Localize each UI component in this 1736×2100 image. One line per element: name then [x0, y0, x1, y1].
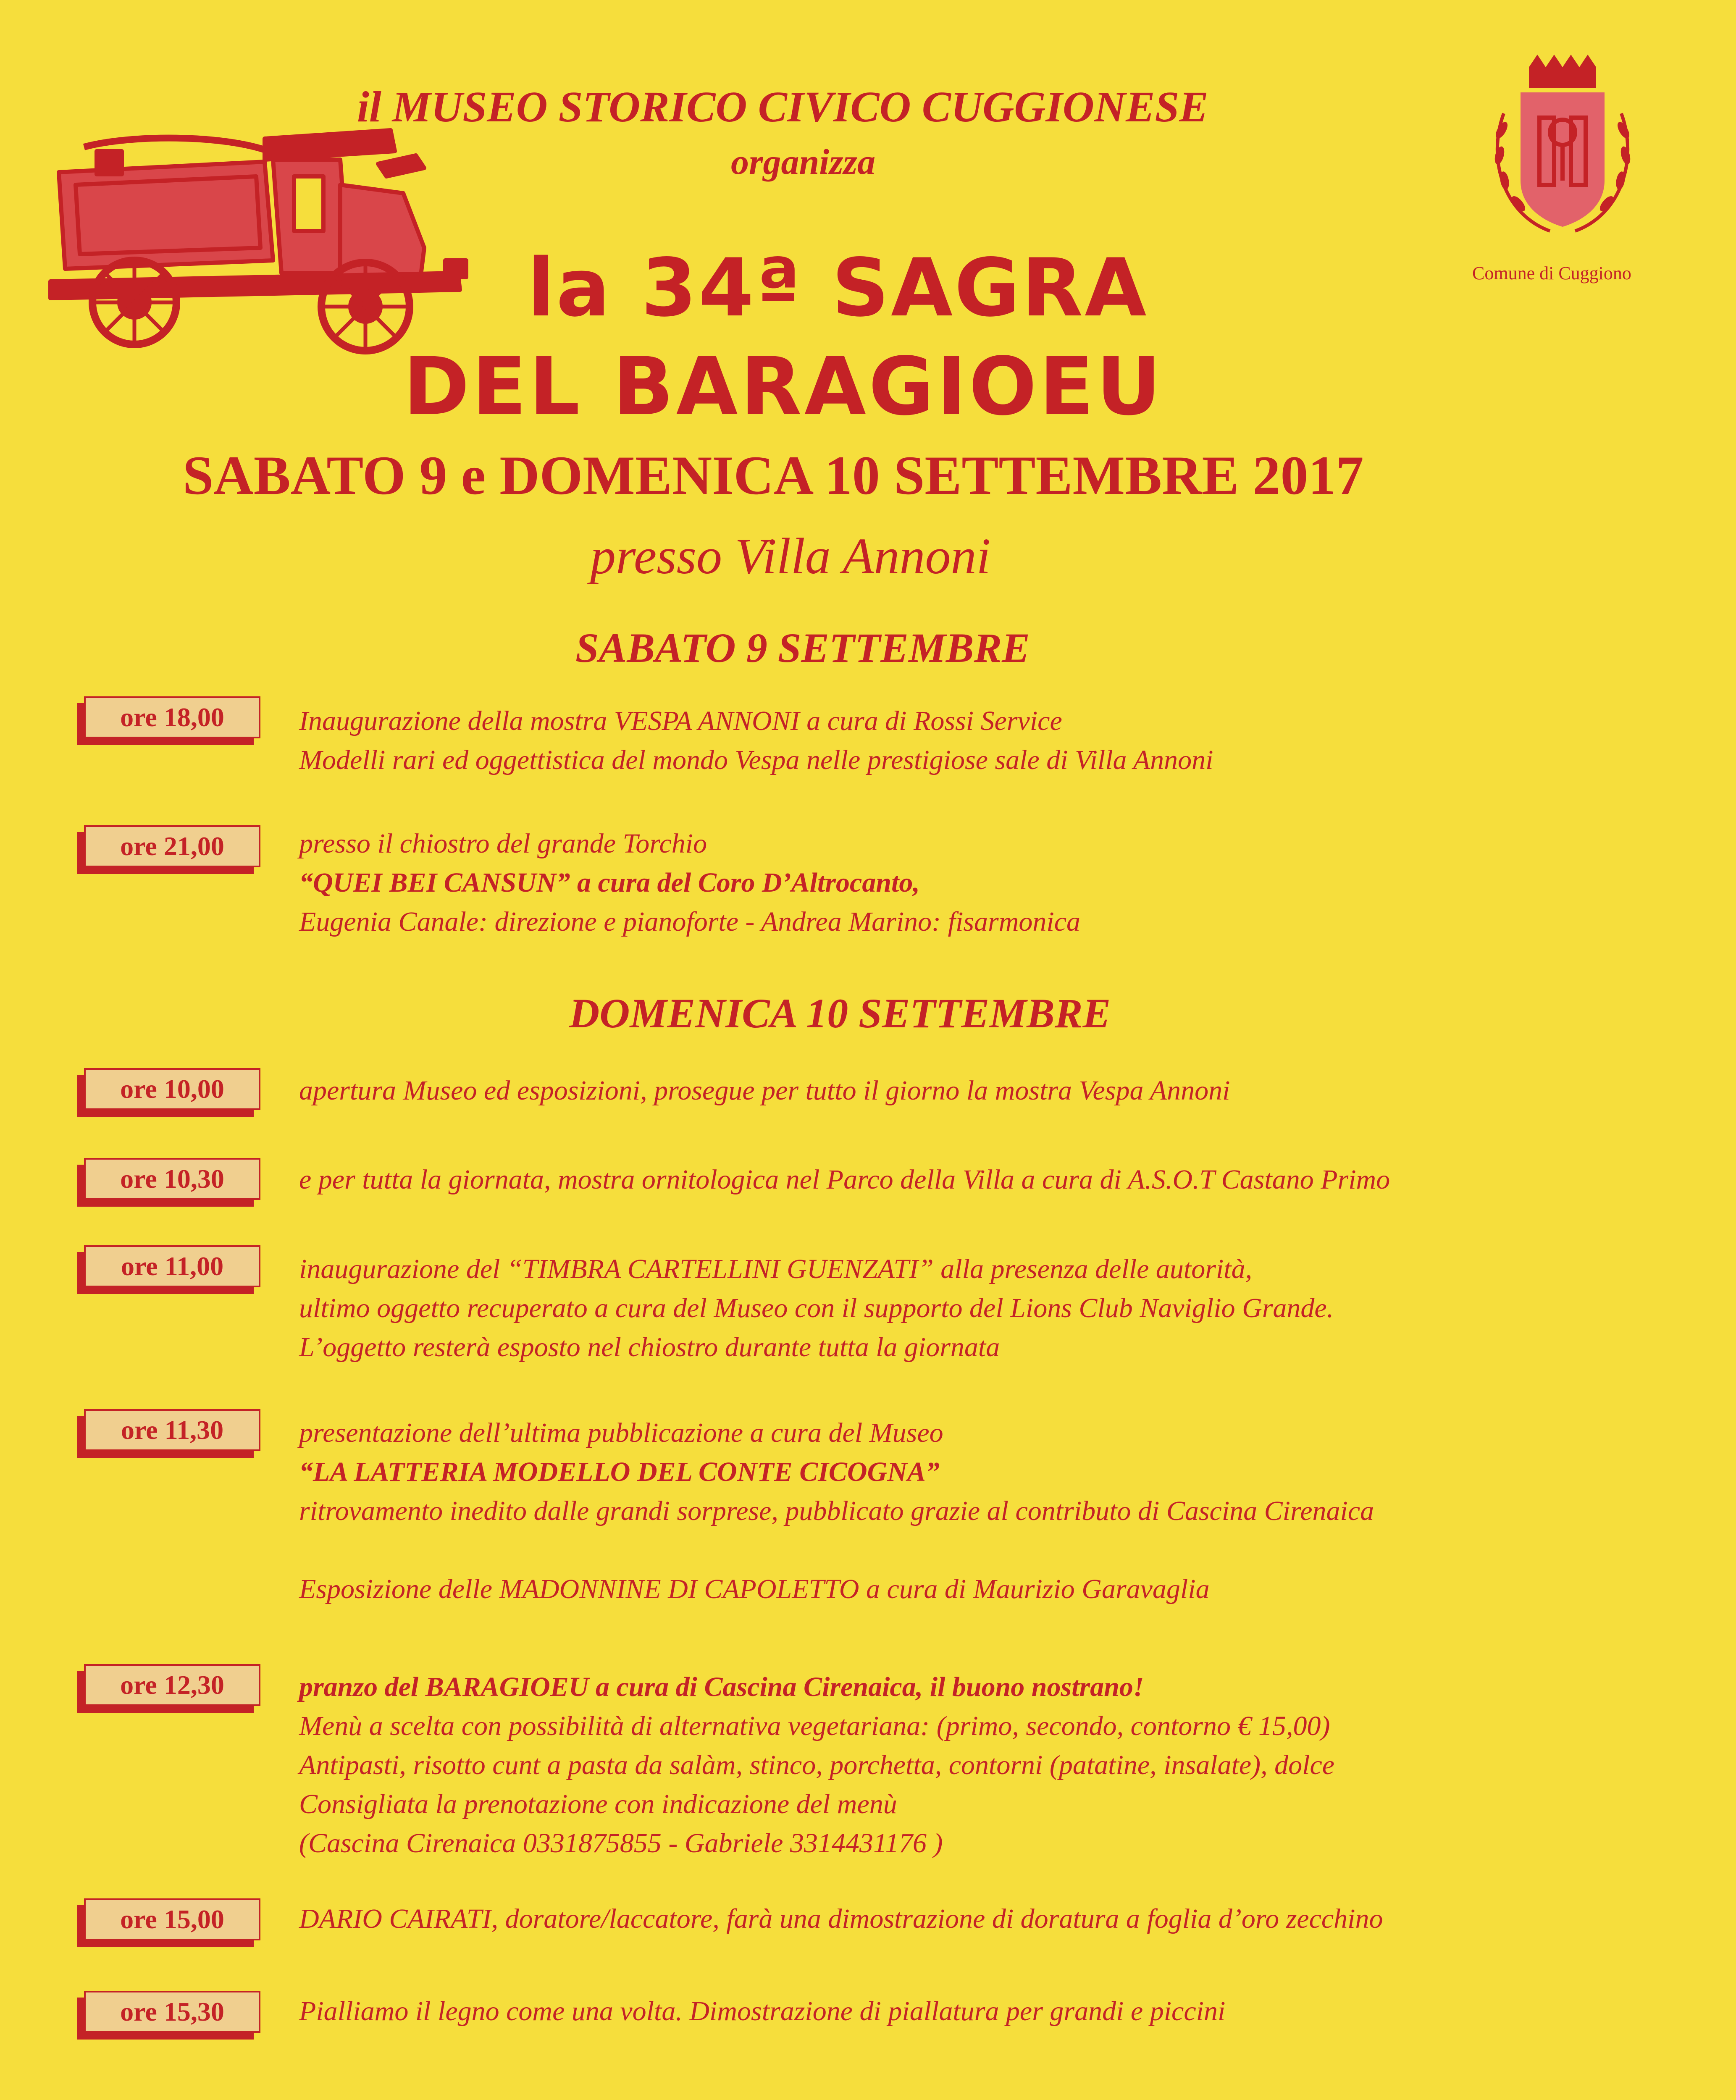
- event-dates: SABATO 9 e DOMENICA 10 SETTEMBRE 2017: [183, 444, 1364, 506]
- title-line-1: la 34ª SAGRA: [527, 242, 1148, 334]
- time-badge: ore 12,30: [84, 1664, 260, 1706]
- time-badge: ore 10,00: [84, 1068, 260, 1110]
- time-badge: ore 18,00: [84, 696, 260, 738]
- time-badge: ore 15,30: [84, 1991, 260, 2033]
- event-line: Eugenia Canale: direzione e pianoforte - Andrea Marino: fisarmonica: [299, 906, 1080, 937]
- event-line: Esposizione delle MADONNINE DI CAPOLETTO a cura di Maurizio Garavaglia: [299, 1574, 1210, 1604]
- time-badge: ore 21,00: [84, 825, 260, 867]
- organizza-line: organizza: [731, 142, 876, 182]
- event-line: e per tutta la giornata, mostra ornitologica nel Parco della Villa a cura di A.S.O.T Castano Primo: [299, 1164, 1390, 1195]
- event-line: L’oggetto resterà esposto nel chiostro durante tutta la giornata: [299, 1332, 1000, 1362]
- event-line: presentazione dell’ultima pubblicazione a cura del Museo: [299, 1418, 943, 1448]
- event-description: [299, 824, 1080, 941]
- comune-label: Comune di Cuggiono: [1472, 263, 1631, 284]
- time-badge: ore 15,00: [84, 1898, 260, 1940]
- event-line: Modelli rari ed oggettistica del mondo Vespa nelle prestigiose sale di Villa Annoni: [299, 745, 1213, 775]
- event-description: [299, 1667, 1334, 1863]
- event-line: Consigliata la prenotazione con indicazione del menù: [299, 1789, 897, 1819]
- event-description: [299, 1899, 1383, 1938]
- event-line: DARIO CAIRATI, doratore/laccatore, farà una dimostrazione di doratura a foglia d’oro zecchino: [299, 1903, 1383, 1934]
- day1-heading: SABATO 9 SETTEMBRE: [575, 625, 1030, 671]
- time-badge: ore 10,30: [84, 1158, 260, 1200]
- event-line: apertura Museo ed esposizioni, prosegue per tutto il giorno la mostra Vespa Annoni: [299, 1075, 1230, 1106]
- event-description: [299, 1413, 1374, 1609]
- event-line: Pialliamo il legno come una volta. Dimostrazione di piallatura per grandi e piccini: [299, 1996, 1226, 2026]
- comune-crest-icon: [1479, 55, 1647, 248]
- event-line: ultimo oggetto recuperato a cura del Museo con il supporto del Lions Club Naviglio Grande.: [299, 1293, 1334, 1323]
- event-line: “LA LATTERIA MODELLO DEL CONTE CICOGNA”: [299, 1457, 940, 1487]
- event-line: (Cascina Cirenaica 0331875855 - Gabriele 3314431176 ): [299, 1828, 943, 1858]
- event-line: presso il chiostro del grande Torchio: [299, 828, 707, 859]
- event-description: [299, 701, 1213, 780]
- event-line: Antipasti, risotto cunt a pasta da salàm, stinco, porchetta, contorni (patatine, insalate), dolce: [299, 1750, 1335, 1780]
- truck-illustration: [46, 122, 470, 361]
- event-line: “QUEI BEI CANSUN” a cura del Coro D’Altrocanto,: [299, 867, 920, 898]
- event-line: Menù a scelta con possibilità di alternativa vegetariana: (primo, secondo, contorno € 15,00): [299, 1711, 1330, 1741]
- museum-line: il MUSEO STORICO CIVICO CUGGIONESE: [357, 83, 1208, 131]
- time-badge: ore 11,30: [84, 1409, 260, 1451]
- event-description: [299, 1250, 1334, 1367]
- event-description: [299, 1992, 1225, 2031]
- event-description: [299, 1071, 1230, 1110]
- event-line: pranzo del BARAGIOEU a cura di Cascina Cirenaica, il buono nostrano!: [299, 1672, 1144, 1702]
- event-line: ritrovamento inedito dalle grandi sorprese, pubblicato grazie al contributo di Cascina Cirenaica: [299, 1496, 1374, 1526]
- event-line: inaugurazione del “TIMBRA CARTELLINI GUENZATI” alla presenza delle autorità,: [299, 1254, 1253, 1284]
- event-venue: presso Villa Annoni: [590, 528, 991, 585]
- title-line-2: DEL BARAGIOEU: [403, 340, 1164, 433]
- day2-heading: DOMENICA 10 SETTEMBRE: [569, 990, 1111, 1037]
- event-description: [299, 1160, 1390, 1199]
- time-badge: ore 11,00: [84, 1245, 260, 1287]
- event-line: Inaugurazione della mostra VESPA ANNONI a cura di Rossi Service: [299, 706, 1062, 736]
